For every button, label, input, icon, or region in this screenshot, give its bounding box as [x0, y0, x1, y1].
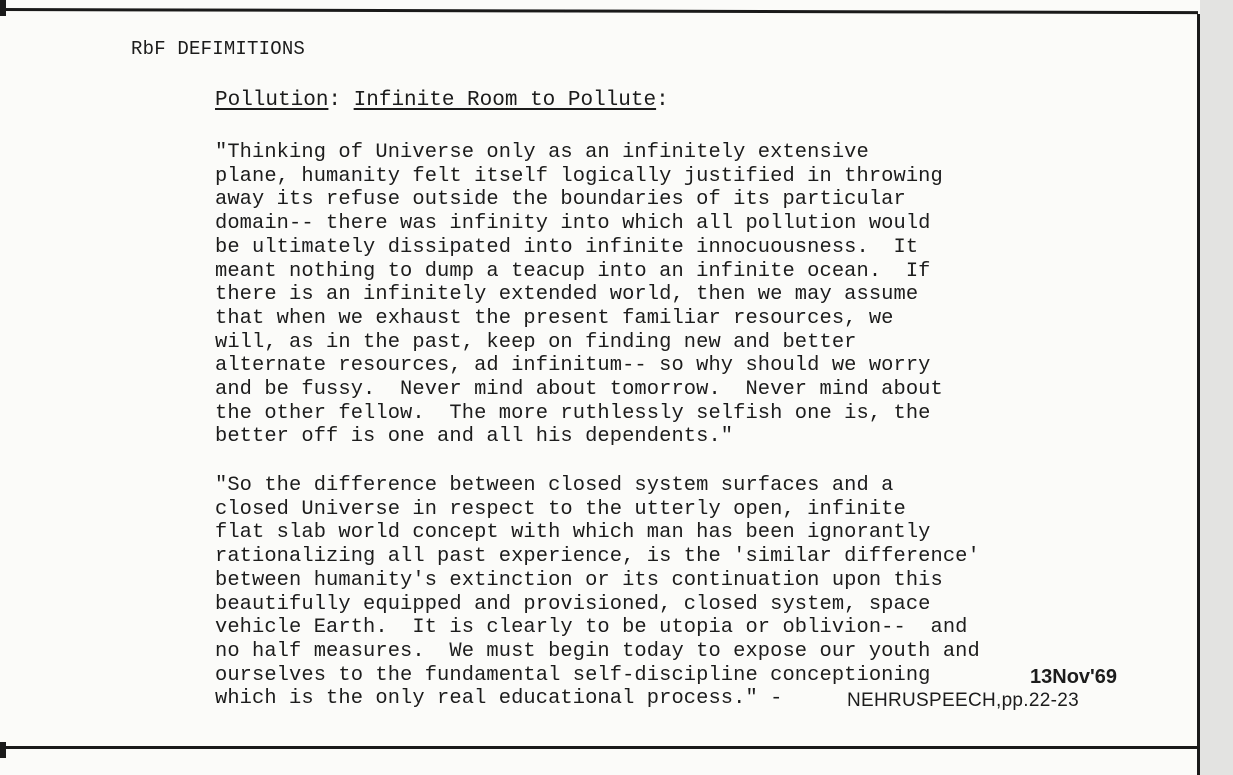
citation-date: 13Nov'69 [1030, 666, 1118, 688]
entry-separator: : [328, 89, 354, 112]
scan-margin [1200, 0, 1233, 775]
edge-mark-top [0, 0, 6, 16]
citation-source: NEHRUSPEECH,pp.22-23 [847, 690, 1079, 711]
entry-subtopic-suffix: : [656, 89, 669, 112]
entry-subtopic: Infinite Room to Pollute [353, 89, 657, 112]
entry-heading [215, 88, 669, 114]
right-border-line [1197, 14, 1200, 775]
page-title: RbF DEFIMITIONS [131, 38, 306, 60]
entry-term: Pollution [215, 89, 329, 112]
bottom-border-line [0, 746, 1200, 749]
edge-mark-bottom [0, 742, 6, 758]
quote-paragraph-1: "Thinking of Universe only as an infinitely extensive plane, humanity felt itself logically justified in throwing away its refuse outside the boundaries of its particular domain-- there was infinity into which all pollution would be ultimately dissipated into infinite innocuousness. It meant nothing to dump a teacup into an infinite ocean. If there is an infinitely extended world, then we may assume that when we exhaust the present familiar resources, we will, as in the past, keep on finding new and better alternate resources, ad infinitum-- so why should we worry and be fussy. Never mind about tomorrow. Never mind about the other fellow. The more ruthlessly selfish one is, the better off is one and all his dependents." [215, 141, 943, 449]
quote-paragraph-2: "So the difference between closed system surfaces and a closed Universe in respect to the utterly open, infinite flat slab world concept with which man has been ignorantly rationalizing all past experience, is the 'similar difference' between humanity's extinction or its continuation upon this beautifully equipped and provisioned, closed system, space vehicle Earth. It is clearly to be utopia or oblivion-- and no half measures. We must begin today to expose our youth and ourselves to the fundamental self-discipline conceptioning which is the only real educational process." - [215, 474, 980, 711]
top-border-line [0, 8, 1198, 14]
